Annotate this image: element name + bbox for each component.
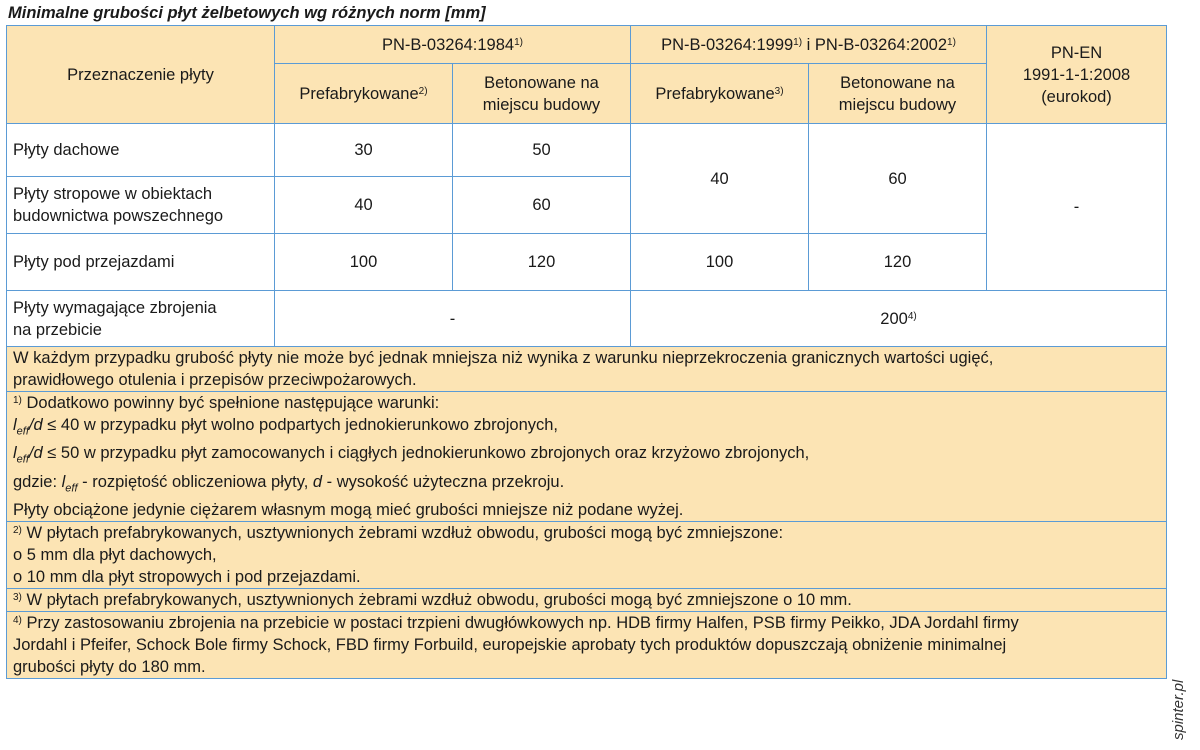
row-label-punching: Płyty wymagające zbrojenia na przebicie	[7, 291, 275, 347]
header-purpose: Przeznaczenie płyty	[7, 26, 275, 124]
header-norm-1999-2002: PN-B-03264:1999$^{1)}$ i PN-B-03264:2002$^{1)}$	[631, 26, 987, 64]
cell-eurocode-dash: -	[987, 124, 1167, 291]
note-1: $^{1)}$ Dodatkowo powinny być spełnione następujące warunki: $l_{eff}/d \le 40$ w przypadku płyt wolno podpartych jednokierunkowo zbrojonych, $l_{eff}/d \le 50$ w przypadku płyt zamocowanych i ciągłych jednokierunkowo zbrojonych oraz krzyżowo zbrojonych, gdzie: $l_{eff}$ - rozpiętość obliczeniowa płyty, d - wysokość użyteczna przekroju. Płyty obciążone jedynie ciężarem własnym mogą mieć grubości mniejsze niż podane wyżej.	[7, 392, 1167, 522]
row-label-drive: Płyty pod przejazdami	[7, 234, 275, 291]
header-eurocode: PN-EN 1991-1-1:2008 (eurokod)	[987, 26, 1167, 124]
cell-floor-prefab-1984: 40	[275, 177, 453, 234]
header-norm-1984: PN-B-03264:1984$^{1)}$	[275, 26, 631, 64]
cell-drive-cast-1984: 120	[453, 234, 631, 291]
note-general: W każdym przypadku grubość płyty nie może być jednak mniejsza niż wynika z warunku nieprzekroczenia granicznych wartości ugięć, prawidłowego otulenia i przepisów przeciwpożarowych.	[7, 347, 1167, 392]
thickness-table	[6, 25, 1167, 679]
cell-roof-floor-cast-1999: 60	[809, 124, 987, 234]
table-title: Minimalne grubości płyt żelbetowych wg różnych norm [mm]	[8, 4, 486, 22]
cell-roof-cast-1984: 50	[453, 124, 631, 177]
cell-roof-prefab-1984: 30	[275, 124, 453, 177]
note-2: $^{2)}$ W płytach prefabrykowanych, usztywnionych żebrami wzdłuż obwodu, grubości mogą być zmniejszone: o 5 mm dla płyt dachowych, o 10 mm dla płyt stropowych i pod przejazdami.	[7, 521, 1167, 588]
header-cast-1984: Betonowane na miejscu budowy	[453, 64, 631, 124]
header-prefab-1999: Prefabrykowane$^{3)}$	[631, 64, 809, 124]
row-label-roof: Płyty dachowe	[7, 124, 275, 177]
cell-punching-1999-eurocode: 200$^{4)}$	[631, 291, 1167, 347]
note-3: $^{3)}$ W płytach prefabrykowanych, usztywnionych żebrami wzdłuż obwodu, grubości mogą być zmniejszone o 10 mm.	[7, 588, 1167, 611]
row-label-floor: Płyty stropowe w obiektach budownictwa powszechnego	[7, 177, 275, 234]
cell-punching-1984: -	[275, 291, 631, 347]
cell-floor-cast-1984: 60	[453, 177, 631, 234]
header-cast-1999: Betonowane na miejscu budowy	[809, 64, 987, 124]
cell-drive-prefab-1984: 100	[275, 234, 453, 291]
watermark-text: spinter.pl	[1170, 679, 1187, 740]
cell-roof-floor-prefab-1999: 40	[631, 124, 809, 234]
cell-drive-prefab-1999: 100	[631, 234, 809, 291]
cell-drive-cast-1999: 120	[809, 234, 987, 291]
note-4: $^{4)}$ Przy zastosowaniu zbrojenia na przebicie w postaci trzpieni dwugłówkowych np. HDB firmy Halfen, PSB firmy Peikko, JDA Jordahl firmy Jordahl i Pfeifer, Schock Bole firmy Schock, FBD firmy Forbuild, europejskie aprobaty tych produktów dopuszczają obniżenie minimalnej grubości płyty do 180 mm.	[7, 611, 1167, 678]
header-prefab-1984: Prefabrykowane$^{2)}$	[275, 64, 453, 124]
